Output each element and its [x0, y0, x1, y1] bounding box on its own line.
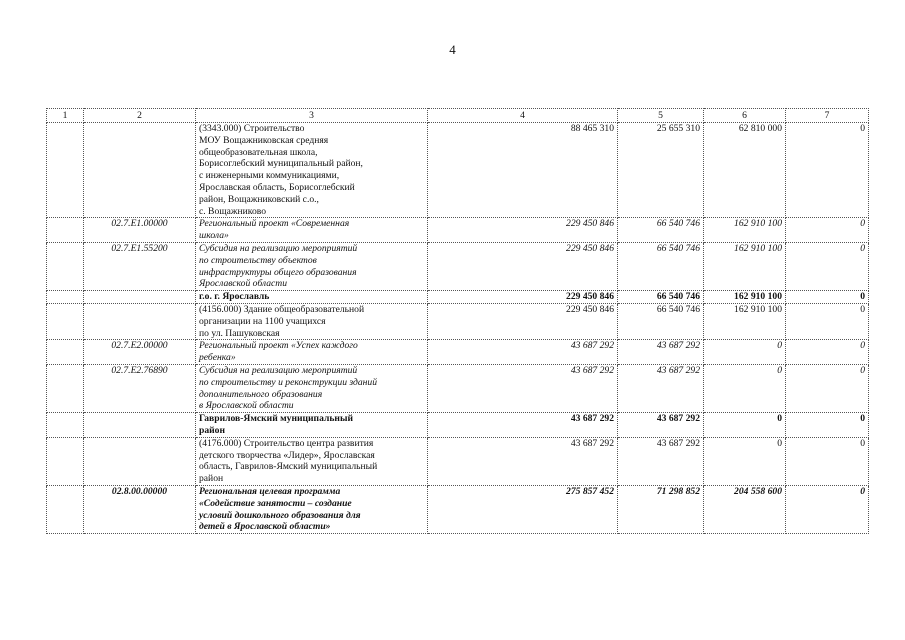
cell-total: 229 450 846	[428, 303, 618, 339]
cell-total: 229 450 846	[428, 291, 618, 304]
table-row	[47, 340, 869, 365]
cell-col5: 66 540 746	[618, 242, 704, 290]
cell-col1	[47, 437, 84, 485]
cell-col5: 71 298 852	[618, 485, 704, 533]
cell-total: 43 687 292	[428, 340, 618, 365]
row-code	[84, 437, 196, 485]
cell-col5: 43 687 292	[618, 340, 704, 365]
cell-col7: 0	[786, 123, 869, 218]
cell-col6: 0	[704, 437, 786, 485]
budget-table	[46, 108, 869, 534]
cell-total: 43 687 292	[428, 437, 618, 485]
cell-col5: 43 687 292	[618, 437, 704, 485]
row-code: 02.7.E2.76890	[84, 364, 196, 412]
table-row	[47, 123, 869, 218]
row-code	[84, 123, 196, 218]
column-header-2: 2	[84, 109, 196, 123]
table-row	[47, 303, 869, 339]
table-row	[47, 291, 869, 304]
cell-col6: 162 910 100	[704, 303, 786, 339]
cell-col6: 0	[704, 364, 786, 412]
column-header-5: 5	[618, 109, 704, 123]
cell-col7: 0	[786, 364, 869, 412]
table-body	[47, 109, 869, 534]
column-header-7: 7	[786, 109, 869, 123]
row-name: Региональная целевая программа «Содействие занятости – создание условий дошкольного образования для детей в Ярославской области»	[196, 485, 428, 533]
cell-col5: 66 540 746	[618, 218, 704, 243]
column-header-4: 4	[428, 109, 618, 123]
row-name: Субсидия на реализацию мероприятий по строительству объектов инфраструктуры общего образования Ярославской области	[196, 242, 428, 290]
row-name: г.о. г. Ярославль	[196, 291, 428, 304]
row-code: 02.7.E1.55200	[84, 242, 196, 290]
table-row	[47, 413, 869, 438]
cell-col6: 0	[704, 413, 786, 438]
cell-col6: 0	[704, 340, 786, 365]
cell-col1	[47, 291, 84, 304]
cell-col5: 66 540 746	[618, 291, 704, 304]
table-row	[47, 485, 869, 533]
cell-col1	[47, 485, 84, 533]
page-number: 4	[449, 42, 456, 57]
cell-col7: 0	[786, 340, 869, 365]
cell-col6: 204 558 600	[704, 485, 786, 533]
cell-total: 229 450 846	[428, 242, 618, 290]
row-code: 02.7.E1.00000	[84, 218, 196, 243]
column-header-3: 3	[196, 109, 428, 123]
cell-col1	[47, 364, 84, 412]
cell-col5: 66 540 746	[618, 303, 704, 339]
cell-col7: 0	[786, 413, 869, 438]
column-header-1: 1	[47, 109, 84, 123]
cell-col5: 43 687 292	[618, 364, 704, 412]
row-code	[84, 413, 196, 438]
cell-col7: 0	[786, 291, 869, 304]
row-code	[84, 291, 196, 304]
row-code: 02.8.00.00000	[84, 485, 196, 533]
cell-col6: 162 910 100	[704, 218, 786, 243]
cell-total: 43 687 292	[428, 364, 618, 412]
cell-col7: 0	[786, 437, 869, 485]
cell-col1	[47, 340, 84, 365]
row-code	[84, 303, 196, 339]
cell-col6: 62 810 000	[704, 123, 786, 218]
cell-col7: 0	[786, 485, 869, 533]
cell-col1	[47, 413, 84, 438]
cell-col7: 0	[786, 303, 869, 339]
cell-total: 275 857 452	[428, 485, 618, 533]
row-name: Субсидия на реализацию мероприятий по строительству и реконструкции зданий дополнительного образования в Ярославской области	[196, 364, 428, 412]
cell-col6: 162 910 100	[704, 242, 786, 290]
cell-col5: 25 655 310	[618, 123, 704, 218]
cell-total: 229 450 846	[428, 218, 618, 243]
row-name: Гаврилов-Ямский муниципальный район	[196, 413, 428, 438]
cell-col1	[47, 218, 84, 243]
table-row	[47, 242, 869, 290]
row-code: 02.7.E2.00000	[84, 340, 196, 365]
row-name: (4176.000) Строительство центра развития детского творчества «Лидер», Ярославская область, Гаврилов-Ямский муниципальный район	[196, 437, 428, 485]
cell-col1	[47, 303, 84, 339]
cell-col6: 162 910 100	[704, 291, 786, 304]
cell-col7: 0	[786, 218, 869, 243]
row-name: Региональный проект «Успех каждого ребенка»	[196, 340, 428, 365]
table-row	[47, 218, 869, 243]
cell-col7: 0	[786, 242, 869, 290]
cell-total: 88 465 310	[428, 123, 618, 218]
cell-col5: 43 687 292	[618, 413, 704, 438]
row-name: (3343.000) Строительство МОУ Вощажниковская средняя общеобразовательная школа, Борисоглебский муниципальный район, с инженерными коммуникациями, Ярославская область, Борисоглебский район, Вощажниковский с.о., с. Вощажниково	[196, 123, 428, 218]
table-row	[47, 364, 869, 412]
row-name: (4156.000) Здание общеобразовательной организации на 1100 учащихся по ул. Пашуковская	[196, 303, 428, 339]
column-header-6: 6	[704, 109, 786, 123]
header-row	[47, 109, 869, 123]
cell-col1	[47, 123, 84, 218]
cell-total: 43 687 292	[428, 413, 618, 438]
cell-col1	[47, 242, 84, 290]
table-row	[47, 437, 869, 485]
row-name: Региональный проект «Современная школа»	[196, 218, 428, 243]
